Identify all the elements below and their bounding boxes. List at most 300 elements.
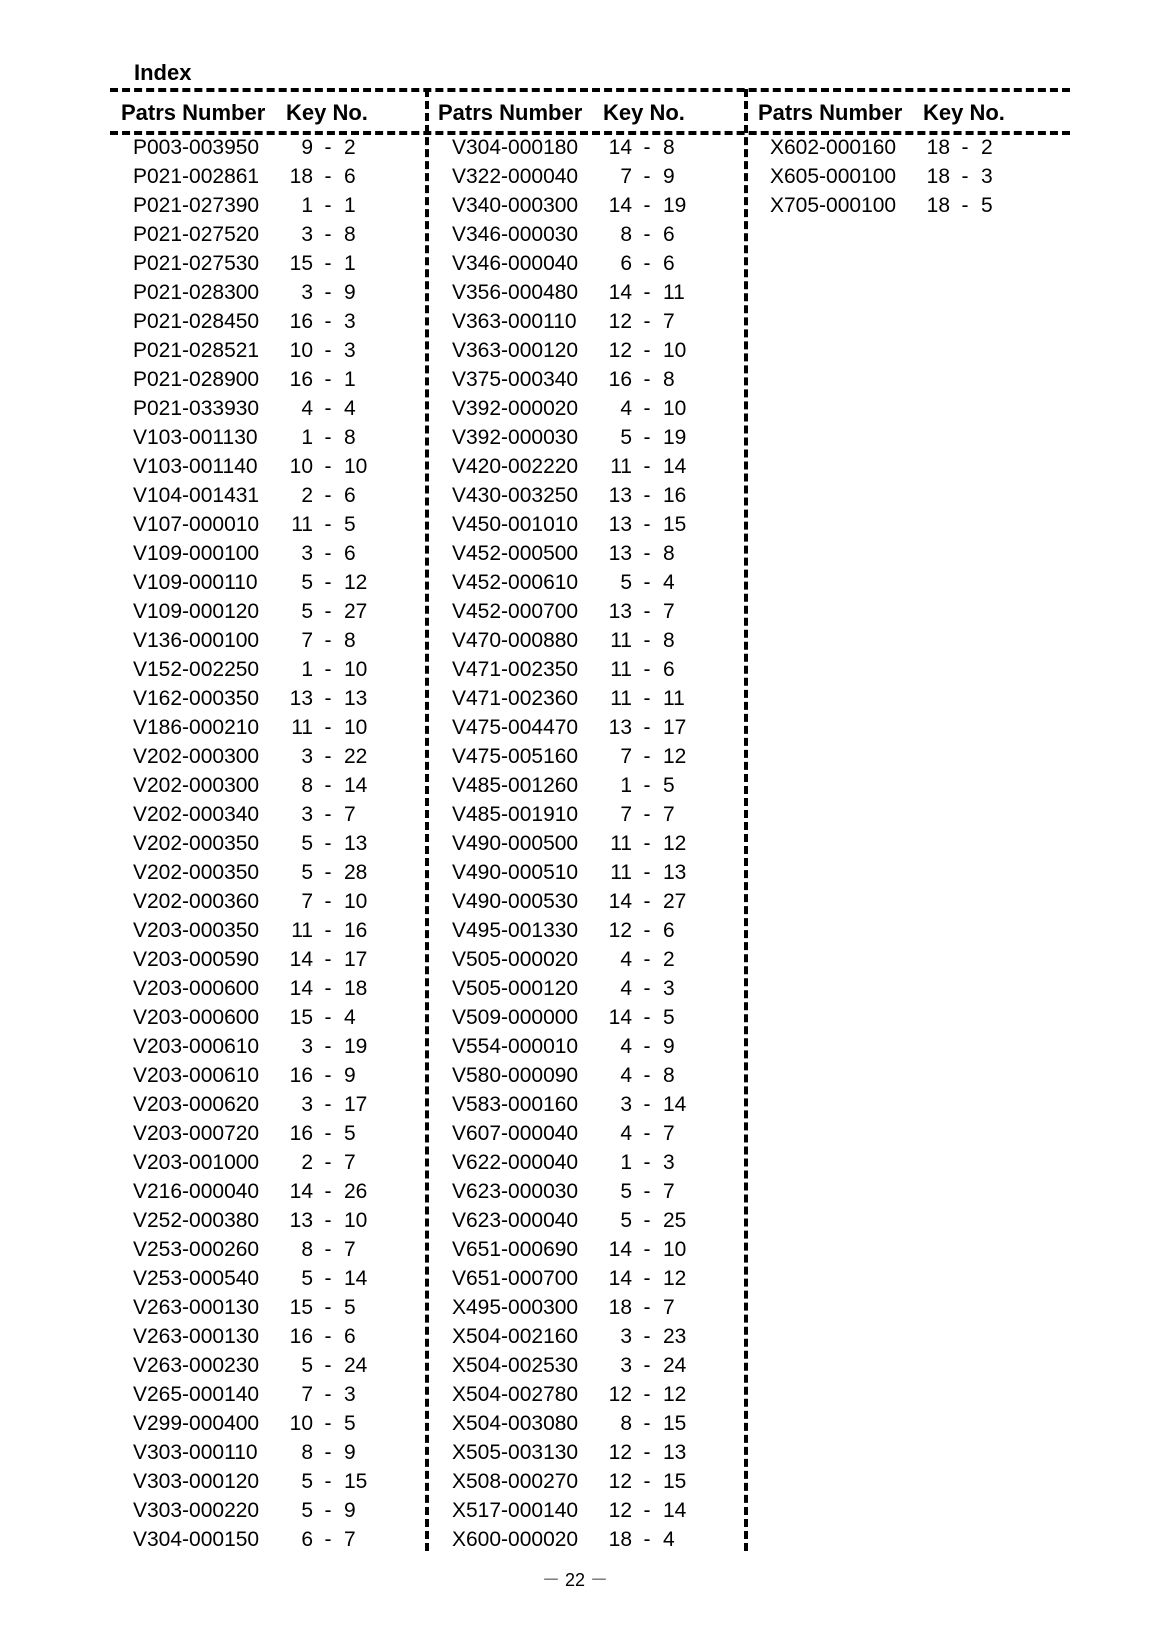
- key-separator: -: [643, 1064, 651, 1087]
- key-item: 12: [344, 571, 368, 594]
- key-separator: -: [643, 1499, 651, 1522]
- part-number: V252-000380: [133, 1209, 260, 1232]
- key-figure: 14: [608, 194, 632, 217]
- key-separator: -: [643, 368, 651, 391]
- key-item: 19: [344, 1035, 368, 1058]
- key-item: 13: [663, 861, 687, 884]
- key-figure: 15: [289, 1296, 313, 1319]
- key-item: 10: [344, 658, 368, 681]
- part-number: V607-000040: [452, 1122, 579, 1145]
- key-separator: -: [643, 455, 651, 478]
- page-number: － 22 －: [541, 1570, 609, 1590]
- key-figure: 3: [301, 745, 313, 768]
- key-separator: -: [643, 136, 651, 159]
- part-number: V471-002350: [452, 658, 579, 681]
- key-separator: -: [324, 803, 332, 826]
- key-item: 2: [981, 136, 993, 159]
- key-item: 5: [344, 1122, 356, 1145]
- key-separator: -: [643, 629, 651, 652]
- part-number: V340-000300: [452, 194, 579, 217]
- key-separator: -: [324, 1441, 332, 1464]
- key-figure: 16: [289, 310, 313, 333]
- key-figure: 5: [620, 1180, 632, 1203]
- page-title: Index: [134, 60, 192, 85]
- part-number: V103-001130: [133, 426, 258, 449]
- column-header-key-2: Key No.: [603, 100, 685, 125]
- part-number: V651-000690: [452, 1238, 579, 1261]
- part-number: V303-000110: [133, 1441, 258, 1464]
- key-figure: 6: [301, 1528, 313, 1551]
- key-separator: -: [324, 716, 332, 739]
- key-separator: -: [324, 919, 332, 942]
- part-number: V263-000130: [133, 1325, 260, 1348]
- key-item: 2: [344, 136, 356, 159]
- key-separator: -: [643, 803, 651, 826]
- key-separator: -: [324, 658, 332, 681]
- key-figure: 14: [608, 1006, 632, 1029]
- part-number: V475-004470: [452, 716, 579, 739]
- part-number: V202-000340: [133, 803, 260, 826]
- key-figure: 18: [926, 136, 950, 159]
- key-item: 15: [344, 1470, 368, 1493]
- key-item: 7: [344, 803, 356, 826]
- key-separator: -: [324, 339, 332, 362]
- key-item: 8: [663, 629, 675, 652]
- part-number: V363-000110: [452, 310, 577, 333]
- key-item: 7: [344, 1238, 356, 1261]
- key-separator: -: [643, 1354, 651, 1377]
- key-separator: -: [324, 455, 332, 478]
- key-separator: -: [324, 281, 332, 304]
- key-figure: 8: [301, 1441, 313, 1464]
- part-number: V490-000500: [452, 832, 579, 855]
- key-item: 5: [344, 513, 356, 536]
- key-separator: -: [324, 1180, 332, 1203]
- key-separator: -: [324, 1325, 332, 1348]
- key-figure: 5: [301, 1470, 313, 1493]
- key-separator: -: [643, 919, 651, 942]
- key-figure: 3: [620, 1093, 632, 1116]
- key-figure: 3: [620, 1325, 632, 1348]
- key-item: 5: [663, 774, 675, 797]
- part-number: V186-000210: [133, 716, 260, 739]
- key-item: 8: [344, 223, 356, 246]
- key-item: 8: [663, 542, 675, 565]
- part-number: V107-000010: [133, 513, 260, 536]
- part-number: X602-000160: [770, 136, 897, 159]
- key-separator: -: [643, 339, 651, 362]
- key-separator: -: [324, 542, 332, 565]
- part-number: V485-001260: [452, 774, 579, 797]
- key-item: 12: [663, 1267, 687, 1290]
- key-item: 2: [663, 948, 675, 971]
- key-figure: 1: [301, 658, 313, 681]
- key-figure: 5: [301, 861, 313, 884]
- key-item: 7: [663, 1296, 675, 1319]
- key-item: 19: [663, 194, 687, 217]
- key-item: 7: [663, 1122, 675, 1145]
- column-header-parts-2: Patrs Number: [438, 100, 583, 125]
- key-item: 17: [344, 948, 368, 971]
- key-item: 27: [663, 890, 687, 913]
- part-number: V162-000350: [133, 687, 260, 710]
- part-number: V554-000010: [452, 1035, 579, 1058]
- key-item: 5: [663, 1006, 675, 1029]
- key-separator: -: [643, 281, 651, 304]
- key-separator: -: [324, 136, 332, 159]
- key-figure: 1: [620, 774, 632, 797]
- key-item: 10: [344, 716, 368, 739]
- key-figure: 7: [620, 165, 632, 188]
- column-divider-2: [744, 89, 748, 1551]
- part-number: V375-000340: [452, 368, 579, 391]
- key-separator: -: [324, 629, 332, 652]
- part-number: V470-000880: [452, 629, 579, 652]
- key-figure: 13: [608, 484, 632, 507]
- key-item: 6: [344, 484, 356, 507]
- key-item: 9: [663, 1035, 675, 1058]
- key-separator: -: [324, 977, 332, 1000]
- part-number: X504-002780: [452, 1383, 579, 1406]
- key-figure: 11: [610, 658, 632, 681]
- part-number: V363-000120: [452, 339, 579, 362]
- key-item: 9: [344, 1064, 356, 1087]
- key-figure: 4: [620, 397, 632, 420]
- key-separator: -: [643, 774, 651, 797]
- key-separator: -: [324, 1470, 332, 1493]
- key-figure: 5: [301, 600, 313, 623]
- key-separator: -: [643, 426, 651, 449]
- key-separator: -: [324, 165, 332, 188]
- key-item: 7: [663, 803, 675, 826]
- key-item: 15: [663, 1470, 687, 1493]
- key-figure: 13: [608, 513, 632, 536]
- key-separator: -: [324, 252, 332, 275]
- key-item: 15: [663, 1412, 687, 1435]
- part-number: V392-000030: [452, 426, 579, 449]
- key-item: 1: [344, 194, 356, 217]
- key-separator: -: [643, 194, 651, 217]
- key-figure: 2: [301, 484, 313, 507]
- key-separator: -: [324, 223, 332, 246]
- part-number: V202-000360: [133, 890, 260, 913]
- key-item: 12: [663, 832, 687, 855]
- key-separator: -: [643, 745, 651, 768]
- key-figure: 11: [610, 832, 632, 855]
- key-figure: 10: [289, 1412, 313, 1435]
- part-number: V265-000140: [133, 1383, 260, 1406]
- key-item: 15: [663, 513, 687, 536]
- key-item: 7: [344, 1151, 356, 1174]
- key-item: 11: [663, 281, 685, 304]
- key-item: 3: [344, 339, 356, 362]
- part-number: V253-000540: [133, 1267, 260, 1290]
- key-figure: 14: [608, 281, 632, 304]
- part-number: P021-028521: [133, 339, 260, 362]
- key-figure: 11: [610, 455, 632, 478]
- column-header-parts-1: Patrs Number: [121, 100, 266, 125]
- part-number: V430-003250: [452, 484, 579, 507]
- part-number: X505-003130: [452, 1441, 579, 1464]
- key-figure: 15: [289, 1006, 313, 1029]
- key-figure: 13: [608, 716, 632, 739]
- part-number: V622-000040: [452, 1151, 579, 1174]
- part-number: V304-000150: [133, 1528, 260, 1551]
- part-number: V420-002220: [452, 455, 579, 478]
- key-separator: -: [643, 1325, 651, 1348]
- key-separator: -: [324, 890, 332, 913]
- key-item: 16: [344, 919, 368, 942]
- key-figure: 1: [620, 1151, 632, 1174]
- part-number: P003-003950: [133, 136, 260, 159]
- part-number: P021-028450: [133, 310, 260, 333]
- key-separator: -: [324, 1006, 332, 1029]
- key-item: 12: [663, 1383, 687, 1406]
- key-item: 9: [344, 1499, 356, 1522]
- part-number: P021-028900: [133, 368, 260, 391]
- header-bottom-rule: [110, 131, 1070, 135]
- key-figure: 3: [301, 803, 313, 826]
- key-item: 7: [663, 600, 675, 623]
- part-number: V392-000020: [452, 397, 579, 420]
- part-number: V203-000600: [133, 1006, 260, 1029]
- key-item: 27: [344, 600, 368, 623]
- part-number: P021-002861: [133, 165, 260, 188]
- key-item: 6: [344, 1325, 356, 1348]
- key-separator: -: [643, 1441, 651, 1464]
- key-figure: 16: [289, 368, 313, 391]
- key-figure: 11: [610, 861, 632, 884]
- key-item: 1: [344, 368, 356, 391]
- key-item: 7: [663, 310, 675, 333]
- part-number: V490-000530: [452, 890, 579, 913]
- part-number: V109-000110: [133, 571, 258, 594]
- key-separator: -: [324, 1035, 332, 1058]
- key-figure: 12: [608, 1470, 632, 1493]
- key-separator: -: [643, 1035, 651, 1058]
- key-item: 9: [344, 281, 356, 304]
- part-number: V203-000350: [133, 919, 260, 942]
- key-item: 6: [344, 542, 356, 565]
- key-separator: -: [643, 1209, 651, 1232]
- key-item: 10: [344, 455, 368, 478]
- key-item: 7: [344, 1528, 356, 1551]
- part-number: V471-002360: [452, 687, 579, 710]
- part-number: V203-000610: [133, 1035, 260, 1058]
- key-separator: -: [643, 658, 651, 681]
- key-figure: 12: [608, 1441, 632, 1464]
- part-number: X605-000100: [770, 165, 897, 188]
- key-item: 17: [663, 716, 687, 739]
- key-figure: 16: [289, 1122, 313, 1145]
- key-item: 14: [663, 455, 687, 478]
- key-separator: -: [324, 745, 332, 768]
- key-figure: 16: [289, 1325, 313, 1348]
- key-separator: -: [643, 1383, 651, 1406]
- column-header-key-1: Key No.: [286, 100, 368, 125]
- key-figure: 8: [301, 1238, 313, 1261]
- key-separator: -: [324, 368, 332, 391]
- key-separator: -: [324, 948, 332, 971]
- part-number: V203-000720: [133, 1122, 260, 1145]
- key-item: 8: [663, 368, 675, 391]
- part-number: V202-000300: [133, 774, 260, 797]
- part-number: V346-000030: [452, 223, 579, 246]
- key-figure: 5: [301, 1499, 313, 1522]
- key-figure: 14: [289, 948, 313, 971]
- part-number: V651-000700: [452, 1267, 579, 1290]
- key-figure: 8: [301, 774, 313, 797]
- part-number: V136-000100: [133, 629, 260, 652]
- key-item: 23: [663, 1325, 687, 1348]
- part-number: V299-000400: [133, 1412, 260, 1435]
- key-separator: -: [643, 571, 651, 594]
- key-figure: 10: [289, 339, 313, 362]
- key-figure: 14: [608, 890, 632, 913]
- key-item: 19: [663, 426, 687, 449]
- key-figure: 7: [301, 890, 313, 913]
- key-separator: -: [324, 1122, 332, 1145]
- key-figure: 14: [608, 1238, 632, 1261]
- key-figure: 3: [620, 1354, 632, 1377]
- key-item: 13: [344, 832, 368, 855]
- key-item: 3: [981, 165, 993, 188]
- part-number: V452-000610: [452, 571, 579, 594]
- part-number: X504-003080: [452, 1412, 579, 1435]
- part-number: V202-000300: [133, 745, 260, 768]
- key-separator: -: [324, 1151, 332, 1174]
- key-separator: -: [643, 861, 651, 884]
- part-number: V152-002250: [133, 658, 260, 681]
- part-number: V475-005160: [452, 745, 579, 768]
- key-figure: 15: [289, 252, 313, 275]
- key-figure: 18: [926, 165, 950, 188]
- key-separator: -: [643, 252, 651, 275]
- key-separator: -: [643, 542, 651, 565]
- key-item: 14: [344, 774, 368, 797]
- key-figure: 2: [301, 1151, 313, 1174]
- key-item: 24: [663, 1354, 687, 1377]
- key-item: 6: [663, 252, 675, 275]
- key-separator: -: [324, 397, 332, 420]
- key-item: 6: [344, 165, 356, 188]
- key-separator: -: [643, 832, 651, 855]
- part-number: X504-002160: [452, 1325, 579, 1348]
- part-number: V202-000350: [133, 832, 260, 855]
- key-separator: -: [324, 513, 332, 536]
- key-item: 14: [344, 1267, 368, 1290]
- key-item: 6: [663, 223, 675, 246]
- key-figure: 18: [926, 194, 950, 217]
- key-figure: 13: [608, 542, 632, 565]
- part-number: V203-000590: [133, 948, 260, 971]
- key-separator: -: [643, 1238, 651, 1261]
- key-item: 10: [663, 339, 687, 362]
- key-separator: -: [324, 571, 332, 594]
- key-separator: -: [324, 861, 332, 884]
- part-number: V109-000100: [133, 542, 260, 565]
- key-item: 24: [344, 1354, 368, 1377]
- key-separator: -: [324, 832, 332, 855]
- part-number: V109-000120: [133, 600, 260, 623]
- key-item: 3: [663, 1151, 675, 1174]
- key-item: 18: [344, 977, 368, 1000]
- key-separator: -: [643, 687, 651, 710]
- key-separator: -: [324, 687, 332, 710]
- key-item: 1: [344, 252, 356, 275]
- key-figure: 4: [620, 1122, 632, 1145]
- key-item: 9: [663, 165, 675, 188]
- key-item: 8: [344, 426, 356, 449]
- key-item: 8: [344, 629, 356, 652]
- part-number: X495-000300: [452, 1296, 579, 1319]
- key-figure: 5: [301, 1354, 313, 1377]
- key-figure: 7: [301, 1383, 313, 1406]
- key-separator: -: [324, 1354, 332, 1377]
- key-figure: 18: [289, 165, 313, 188]
- key-figure: 4: [620, 1064, 632, 1087]
- key-figure: 5: [301, 571, 313, 594]
- key-separator: -: [643, 397, 651, 420]
- key-separator: -: [643, 1006, 651, 1029]
- key-figure: 12: [608, 1499, 632, 1522]
- header-top-rule: [110, 88, 1070, 92]
- key-separator: -: [643, 716, 651, 739]
- key-figure: 6: [620, 252, 632, 275]
- key-figure: 3: [301, 223, 313, 246]
- key-figure: 16: [608, 368, 632, 391]
- part-number: P021-027520: [133, 223, 260, 246]
- part-number: P021-028300: [133, 281, 260, 304]
- key-separator: -: [324, 1267, 332, 1290]
- key-item: 7: [663, 1180, 675, 1203]
- key-separator: -: [324, 1296, 332, 1319]
- part-number: V322-000040: [452, 165, 579, 188]
- part-number: V509-000000: [452, 1006, 579, 1029]
- key-figure: 8: [620, 1412, 632, 1435]
- part-number: V505-000120: [452, 977, 579, 1000]
- key-separator: -: [324, 1383, 332, 1406]
- key-separator: -: [643, 1093, 651, 1116]
- key-separator: -: [643, 223, 651, 246]
- part-number: V203-000600: [133, 977, 260, 1000]
- part-number: V505-000020: [452, 948, 579, 971]
- part-number: V452-000500: [452, 542, 579, 565]
- key-separator: -: [643, 1151, 651, 1174]
- key-figure: 3: [301, 281, 313, 304]
- part-number: V583-000160: [452, 1093, 579, 1116]
- key-item: 3: [344, 1383, 356, 1406]
- key-separator: -: [324, 1093, 332, 1116]
- part-number: V485-001910: [452, 803, 579, 826]
- part-number: P021-027390: [133, 194, 260, 217]
- key-figure: 4: [620, 1035, 632, 1058]
- key-item: 5: [981, 194, 993, 217]
- key-item: 12: [663, 745, 687, 768]
- key-item: 14: [663, 1093, 687, 1116]
- key-separator: -: [643, 484, 651, 507]
- key-figure: 4: [620, 948, 632, 971]
- key-separator: -: [324, 1499, 332, 1522]
- part-number: X600-000020: [452, 1528, 579, 1551]
- key-separator: -: [961, 165, 969, 188]
- part-number: V452-000700: [452, 600, 579, 623]
- key-figure: 7: [620, 803, 632, 826]
- key-figure: 14: [608, 136, 632, 159]
- part-number: V490-000510: [452, 861, 579, 884]
- key-item: 11: [663, 687, 685, 710]
- part-number: P021-033930: [133, 397, 260, 420]
